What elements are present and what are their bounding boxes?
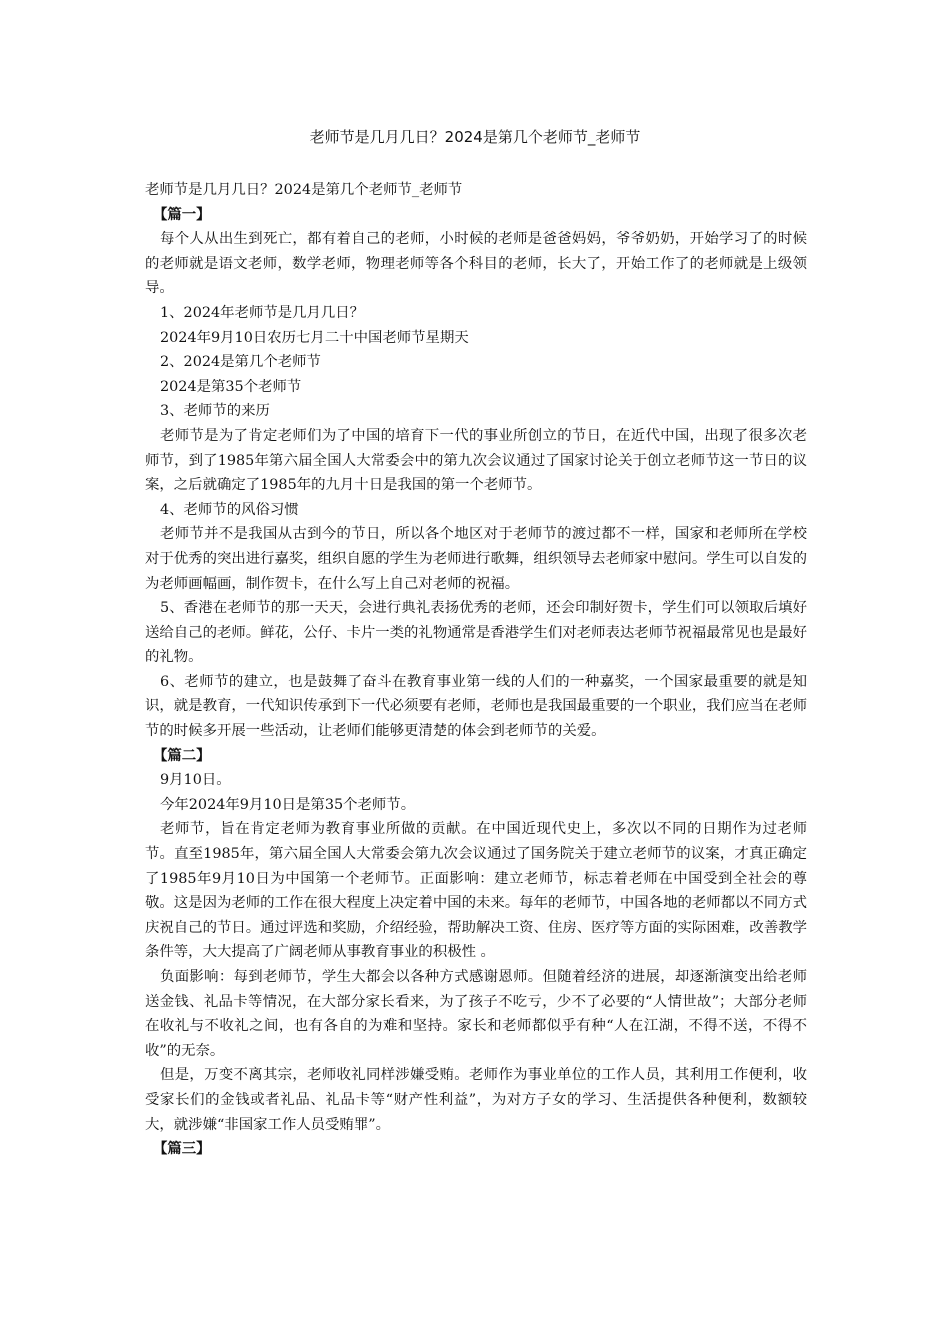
paragraph: 6、老师节的建立，也是鼓舞了奋斗在教育事业第一线的人们的一种嘉奖，一个国家最重要的就是知识，就是教育，一代知识传承到下一代必须要有老师，老师也是我国最重要的一个职业，我们应当在老师节的时候多开展一些活动，让老师们能够更清楚的体会到老师节的关爱。 (145, 673, 807, 740)
document-title: 老师节是几月几日？2024是第几个老师节_老师节 (309, 128, 641, 146)
section-heading-2: 【篇二】 (153, 746, 211, 764)
paragraph: 2024年9月10日农历七月二十中国老师节星期天 (160, 329, 469, 346)
paragraph: 9月10日。 (160, 772, 231, 789)
body-title-line: 老师节是几月几日？2024是第几个老师节_老师节 (145, 182, 463, 198)
paragraph: 1、2024年老师节是几月几日？ (160, 304, 365, 321)
paragraph: 2、2024是第几个老师节 (160, 354, 321, 371)
paragraph: 老师节并不是我国从古到今的节日，所以各个地区对于老师节的渡过都不一样，国家和老师所在学校对于优秀的突出进行嘉奖，组织自愿的学生为老师进行歌舞，组织领导去老师家中慰问。学生可以自发的为老师画幅画，制作贺卡，在什么写上自己对老师的祝福。 (145, 526, 807, 592)
paragraph: 但是，万变不离其宗，老师收礼同样涉嫌受贿。老师作为事业单位的工作人员，其利用工作便利，收受家长们的金钱或者礼品、礼品卡等“财产性利益”，为对方子女的学习、生活提供各种便利，数额较大，就涉嫌“非国家工作人员受贿罪”。 (145, 1067, 807, 1133)
paragraph: 3、老师节的来历 (160, 403, 270, 420)
section-heading-1: 【篇一】 (153, 205, 211, 223)
paragraph: 老师节是为了肯定老师们为了中国的培育下一代的事业所创立的节日，在近代中国，出现了很多次老师节，到了1985年第六届全国人大常委会中的第九次会议通过了国家讨论关于创立老师节这一节日的议案，之后就确定了1985年的九月十日是我国的第一个老师节。 (145, 427, 807, 494)
paragraph: 每个人从出生到死亡，都有着自己的老师，小时候的老师是爸爸妈妈，爷爷奶奶，开始学习了的时候的老师就是语文老师，数学老师，物理老师等各个科目的老师，长大了，开始工作了的老师就是上级领导。 (145, 231, 807, 297)
document-body (145, 178, 807, 1162)
paragraph: 2024是第35个老师节 (160, 378, 302, 395)
paragraph: 4、老师节的风俗习惯 (160, 501, 299, 518)
section-heading-3: 【篇三】 (153, 1140, 211, 1158)
paragraph: 今年2024年9月10日是第35个老师节。 (160, 796, 416, 813)
paragraph: 老师节，旨在肯定老师为教育事业所做的贡献。在中国近现代史上，多次以不同的日期作为过老师节。直至1985年，第六届全国人大常委会第九次会议通过了国务院关于建立老师节的议案，才真正确定了1985年9月10日为中国第一个老师节。正面影响：建立老师节，标志着老师在中国受到全社会的尊敬。这是因为老师的工作在很大程度上决定着中国的未来。每年的老师节，中国各地的老师都以不同方式庆祝自己的节日。通过评选和奖励，介绍经验，帮助解决工资、住房、医疗等方面的实际困难，改善教学条件等，大大提高了广阔老师从事教育事业的积极性 。 (145, 821, 807, 961)
paragraph: 5、香港在老师节的那一天天，会进行典礼表扬优秀的老师，还会印制好贺卡，学生们可以领取后填好送给自己的老师。鲜花，公仔、卡片一类的礼物通常是香港学生们对老师表达老师节祝福最常见也是最好的礼物。 (145, 600, 807, 666)
paragraph: 负面影响：每到老师节，学生大都会以各种方式感谢恩师。但随着经济的进展，却逐渐演变出给老师送金钱、礼品卡等情况，在大部分家长看来，为了孩子不吃亏，少不了必要的“人情世故”；大部分老师在收礼与不收礼之间，也有各自的为难和坚持。家长和老师都似乎有种“人在江湖，不得不送，不得不收”的无奈。 (145, 969, 807, 1059)
